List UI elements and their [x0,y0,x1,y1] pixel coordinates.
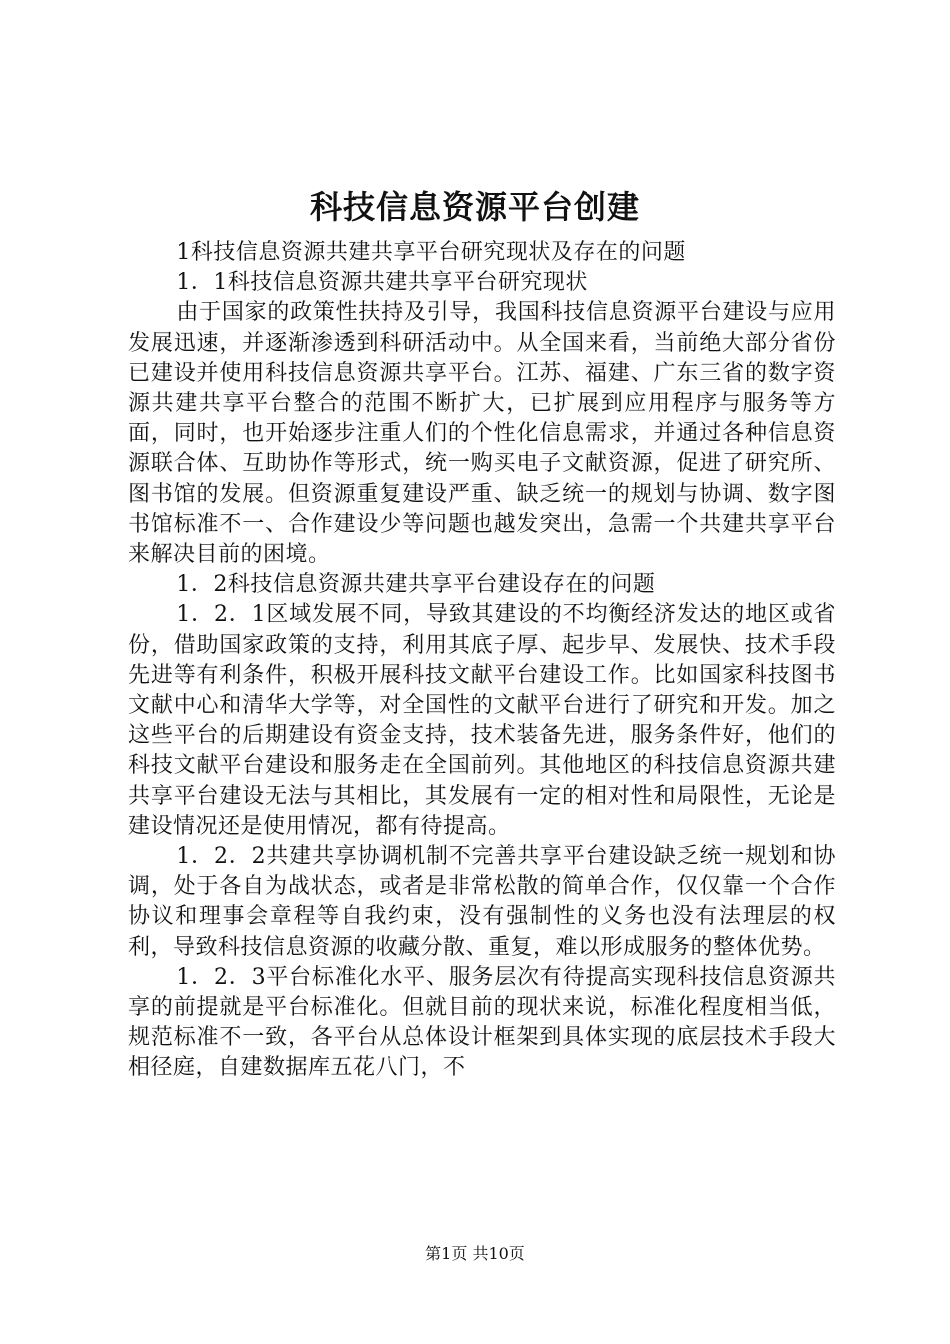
body-paragraph: 1．2．3平台标准化水平、服务层次有待提高实现科技信息资源共享的前提就是平台标准化。但就目前的现状来说，标准化程度相当低，规范标准不一致，各平台从总体设计框架到具体实现的底层技术手段大相径庭，自建数据库五花八门，不 [128,964,836,1081]
body-paragraph: 由于国家的政策性扶持及引导，我国科技信息资源平台建设与应用发展迅速，并逐渐渗透到科研活动中。从全国来看，当前绝大部分省份已建设并使用科技信息资源共享平台。江苏、福建、广东三省的数字资源共建共享平台整合的范围不断扩大，已扩展到应用程序与服务等方面，同时，也开始逐步注重人们的个性化信息需求，并通过各种信息资源联合体、互助协作等形式，统一购买电子文献资源，促进了研究所、图书馆的发展。但资源重复建设严重、缺乏统一的规划与协调、数字图书馆标准不一、合作建设少等问题也越发突出，急需一个共建共享平台来解决目前的困境。 [128,300,836,568]
body-paragraph: 1．2．2共建共享协调机制不完善共享平台建设缺乏统一规划和协调，处于各自为战状态，或者是非常松散的简单合作，仅仅靠一个合作协议和理事会章程等自我约束，没有强制性的义务也没有法理层的权利，导致科技信息资源的收藏分散、重复，难以形成服务的整体优势。 [128,844,836,960]
document-body [128,238,836,1084]
page-number-footer: 第1页 共10页 [425,1244,525,1263]
subsection-heading: 1．1科技信息资源共建共享平台研究现状 [176,270,588,296]
body-paragraph: 1．2．1区域发展不同，导致其建设的不均衡经济发达的地区或省份，借助国家政策的支持，利用其底子厚、起步早、发展快、技术手段先进等有利条件，积极开展科技文献平台建设工作。比如国家科技图书文献中心和清华大学等，对全国性的文献平台进行了研究和开发。加之这些平台的后期建设有资金支持，技术装备先进，服务条件好，他们的科技文献平台建设和服务走在全国前列。其他地区的科技信息资源共建共享平台建设无法与其相比，其发展有一定的相对性和局限性，无论是建设情况还是使用情况，都有待提高。 [128,602,836,839]
section-heading: 1科技信息资源共建共享平台研究现状及存在的问题 [176,240,686,265]
document-title: 科技信息资源平台创建 [309,188,640,226]
subsection-heading: 1．2科技信息资源共建共享平台建设存在的问题 [176,572,656,598]
